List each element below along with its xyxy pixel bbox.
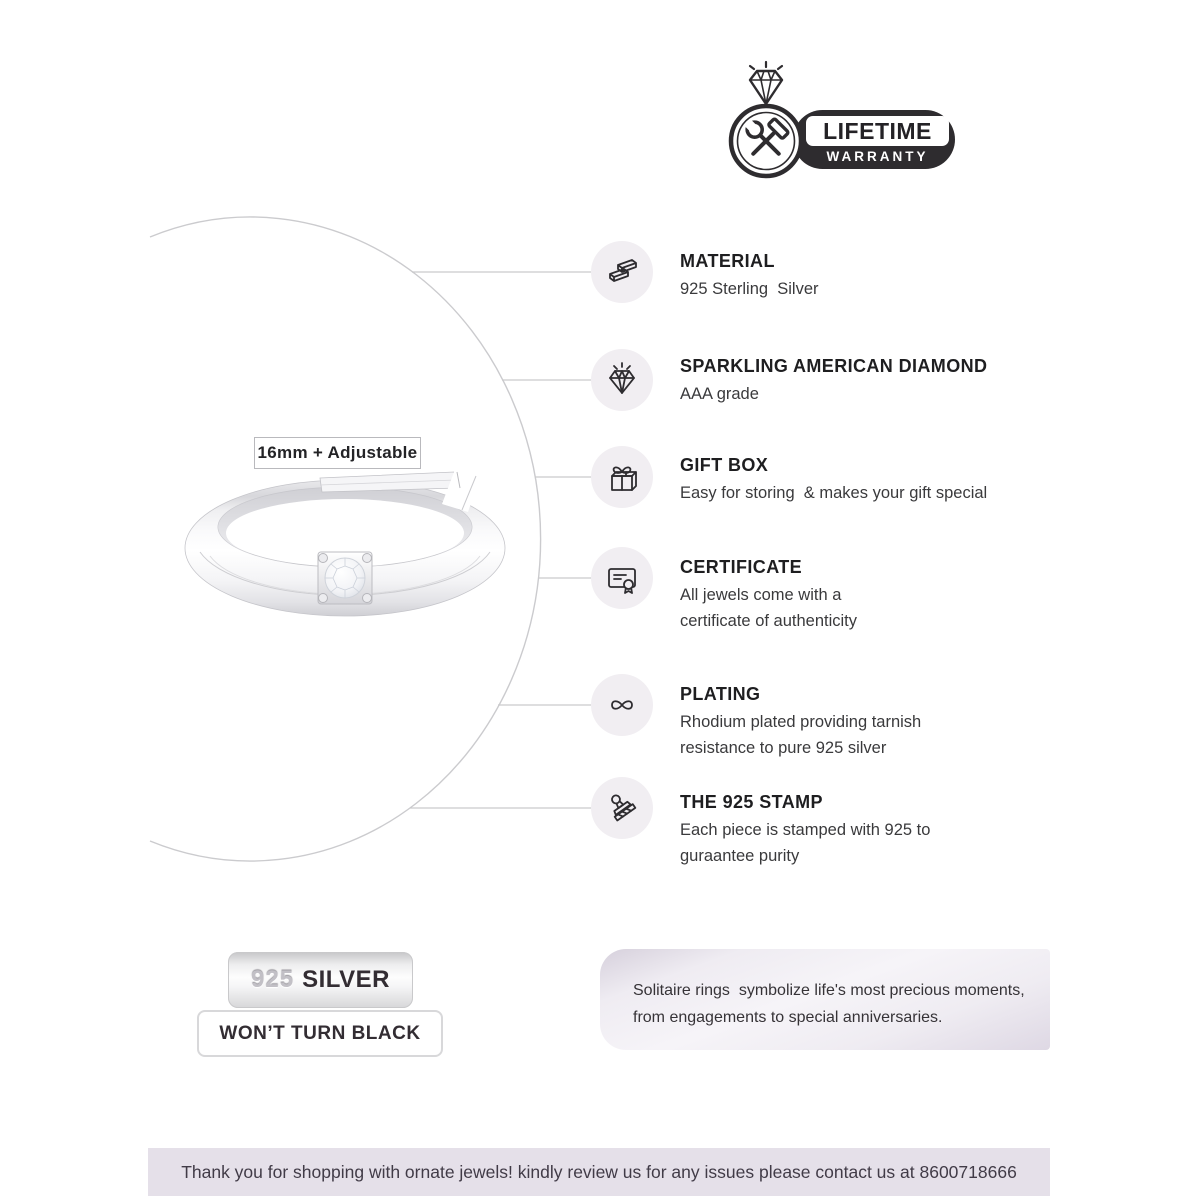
warranty-pill (793, 110, 955, 169)
tools-icon (726, 101, 806, 181)
infinity-icon (591, 674, 653, 736)
feature-title: MATERIAL (680, 251, 775, 271)
feature-desc-line: guraantee purity (680, 847, 800, 865)
ring-size-label: 16mm + Adjustable (254, 437, 421, 469)
silver-925-badge (228, 952, 413, 1008)
feature-desc-line: All jewels come with a (680, 586, 842, 604)
feature-plating (591, 674, 921, 761)
ring-image (170, 452, 520, 647)
feature-material (591, 241, 819, 303)
feature-diamond (591, 349, 987, 411)
feature-925-stamp (591, 777, 930, 869)
gift-box-icon (591, 446, 653, 508)
feature-desc-line: Easy for storing & makes your gift special (680, 484, 988, 502)
footer-banner: Thank you for shopping with ornate jewels! kindly review us for any issues please contact us at 8600718666 (148, 1148, 1050, 1196)
feature-desc-line: resistance to pure 925 silver (680, 739, 887, 757)
feature-title: GIFT BOX (680, 455, 769, 475)
feature-certificate (591, 547, 857, 634)
silver-925-number: 925 (251, 966, 295, 993)
feature-title: THE 925 STAMP (680, 792, 823, 812)
diamond-ring-icon (744, 60, 788, 110)
warranty-line1: LIFETIME (806, 116, 949, 146)
feature-gift-box (591, 446, 987, 508)
feature-desc-line: Rhodium plated providing tarnish (680, 713, 922, 731)
diamond-icon (591, 349, 653, 411)
wont-turn-black-badge: WON’T TURN BLACK (197, 1010, 443, 1057)
note-line: Solitaire rings symbolize life's most precious moments, (633, 982, 1025, 999)
warranty-line2: WARRANTY (826, 149, 929, 164)
feature-desc-line: AAA grade (680, 385, 759, 403)
feature-desc-line: 925 Sterling Silver (680, 280, 819, 298)
certificate-icon (591, 547, 653, 609)
feature-desc-line: Each piece is stamped with 925 to (680, 821, 931, 839)
stamp-icon (591, 777, 653, 839)
feature-title: SPARKLING AMERICAN DIAMOND (680, 356, 988, 376)
feature-desc-line: certificate of authenticity (680, 612, 858, 630)
feature-title: CERTIFICATE (680, 557, 803, 577)
silver-word: SILVER (302, 966, 390, 993)
feature-title: PLATING (680, 684, 761, 704)
solitaire-note-box (600, 949, 1050, 1050)
silver-bars-icon (591, 241, 653, 303)
note-line: from engagements to special anniversaries. (633, 1009, 943, 1026)
